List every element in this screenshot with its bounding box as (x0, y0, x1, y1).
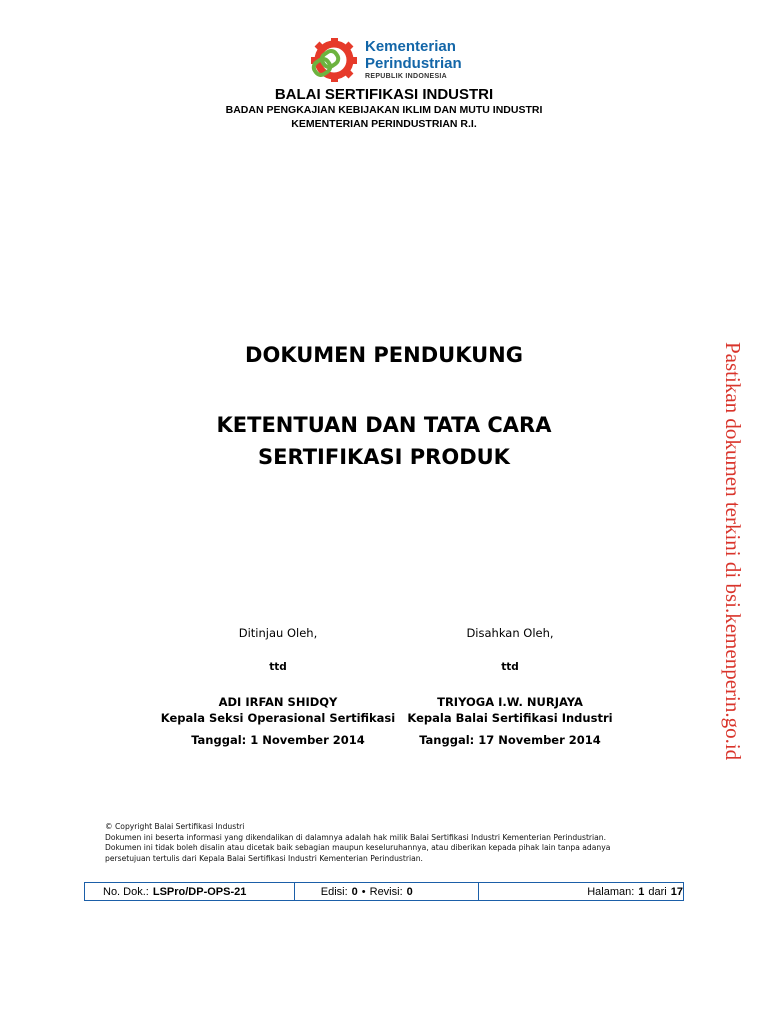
reviewer-name: ADI IRFAN SHIDQY (218, 695, 338, 709)
revision-label: Revisi: (369, 885, 403, 898)
logo-line1: Kementerian (365, 38, 456, 55)
document-footer-table (84, 882, 684, 901)
copyright-line4: persetujuan tertulis dari Kepala Balai Sertifikasi Industri Kementerian Perindustrian. (105, 853, 423, 863)
edition-separator: • (361, 885, 366, 898)
ministry-name: KEMENTERIAN PERINDUSTRIAN R.I. (291, 118, 477, 130)
edition-value: 0 (351, 885, 358, 898)
document-title-line1: KETENTUAN DAN TATA CARA (216, 413, 552, 437)
page-of: dari (648, 885, 667, 898)
signature-block-approver (380, 0, 640, 760)
approver-date: Tanggal: 17 November 2014 (419, 733, 601, 747)
page-value: 1 (638, 885, 645, 898)
copyright-notice (105, 822, 685, 864)
revision-value: 0 (406, 885, 413, 898)
institution-name: BALAI SERTIFIKASI INDUSTRI (274, 86, 494, 103)
page-label: Halaman: (587, 885, 635, 898)
document-type: DOKUMEN PENDUKUNG (245, 343, 523, 367)
doc-number-label: No. Dok.: (103, 885, 149, 898)
logo-line3: REPUBLIK INDONESIA (365, 73, 448, 80)
footer-edition (295, 883, 479, 900)
edition-label: Edisi: (320, 885, 348, 898)
footer-page (479, 883, 683, 900)
page-total: 17 (670, 885, 683, 898)
agency-name: BADAN PENGKAJIAN KEBIJAKAN IKLIM DAN MUTU INDUSTRI (225, 104, 543, 116)
footer-doc-number (85, 883, 295, 900)
reviewer-label: Ditinjau Oleh, (238, 626, 318, 640)
approver-label: Disahkan Oleh, (466, 626, 554, 640)
doc-number-value: LSPro/DP-OPS-21 (152, 885, 247, 898)
approver-position: Kepala Balai Sertifikasi Industri (407, 711, 613, 725)
copyright-line2: Dokumen ini beserta informasi yang dikendalikan di dalamnya adalah hak milik Balai Sertifikasi Industri Kementerian Perindustrian. (105, 832, 607, 842)
watermark-text: Pastikan dokumen terkini di bsi.kemenperin.go.id (721, 342, 745, 761)
reviewer-ttd: ttd (269, 661, 287, 673)
copyright-line1: © Copyright Balai Sertifikasi Industri (105, 822, 245, 831)
logo-line2: Perindustrian (365, 55, 462, 72)
copyright-line3: Dokumen ini tidak boleh disalin atau dicetak baik sebagian maupun keseluruhannya, atau diberikan kepada pihak lain tanpa adanya (105, 843, 611, 852)
approver-ttd: ttd (501, 661, 519, 673)
reviewer-position: Kepala Seksi Operasional Sertifikasi (160, 711, 396, 725)
signature-block-reviewer (148, 0, 408, 760)
reviewer-date: Tanggal: 1 November 2014 (191, 733, 365, 747)
document-title-line2: SERTIFIKASI PRODUK (258, 445, 510, 469)
approver-name: TRIYOGA I.W. NURJAYA (437, 695, 583, 709)
